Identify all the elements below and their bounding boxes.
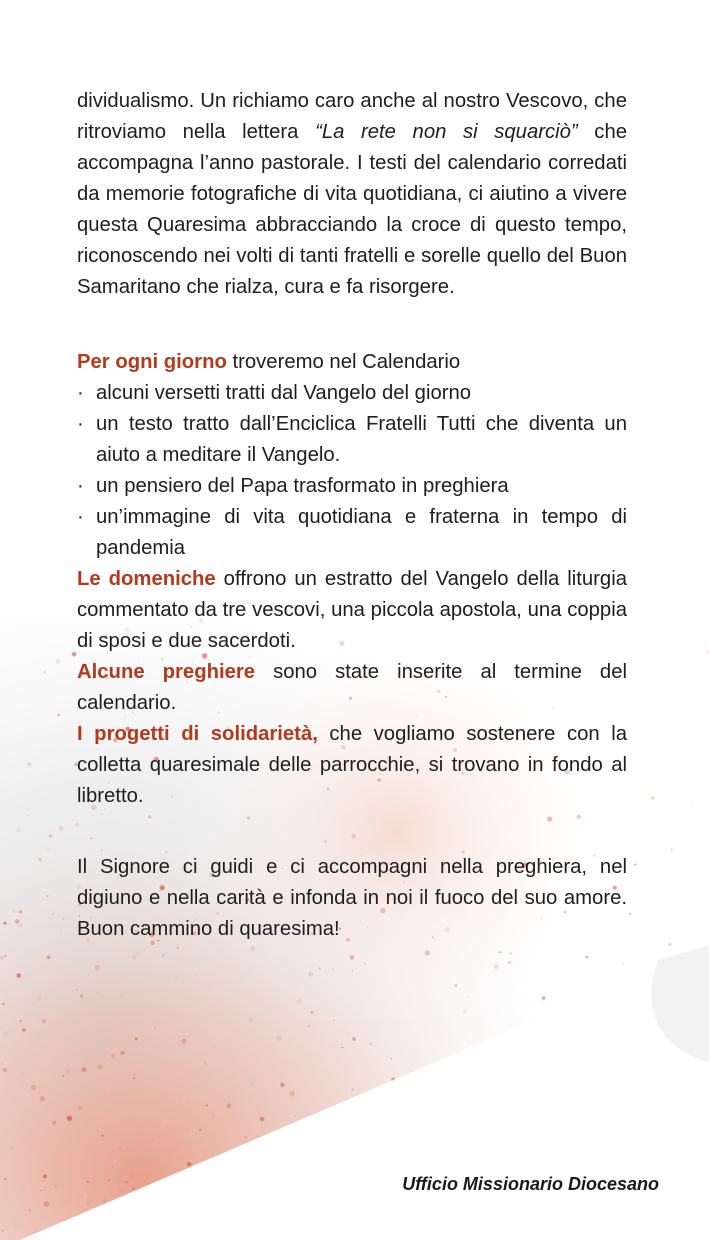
daily-text: troveremo nel Calendario <box>226 351 461 373</box>
list-item <box>77 471 627 502</box>
daily-heading: Per ogni giorno <box>77 351 227 373</box>
list-item-text: un pensiero del Papa trasformato in preghiera <box>96 475 509 497</box>
page-body <box>77 86 627 945</box>
prayers-text: sono state inserite al termine del calendario. <box>77 661 627 714</box>
intro-lead: dividualismo. Un richiamo caro anche al nostro Vescovo, che ritroviamo nella lettera <box>77 90 627 143</box>
bullet-marker: · <box>77 413 84 435</box>
intro-paragraph <box>77 86 627 303</box>
bullet-marker: · <box>77 382 84 404</box>
bullet-marker: · <box>77 506 84 528</box>
prayers-heading: Alcune preghiere <box>77 661 256 683</box>
prayers-paragraph <box>77 657 627 719</box>
letter-title: “La rete non si squarciò” <box>315 121 578 143</box>
sundays-text: offrono un estratto del Vangelo della liturgia commentato da tre vescovi, una piccola apostola, una coppia di sposi e due sacerdoti. <box>77 568 627 652</box>
list-item-text: alcuni versetti tratti dal Vangelo del giorno <box>96 382 472 404</box>
closing-paragraph: Il Signore ci guidi e ci accompagni nella preghiera, nel digiuno e nella carità e infonda in noi il fuoco del suo amore. Buon cammino di quaresima! <box>77 856 627 940</box>
list-item <box>77 409 627 471</box>
list-item <box>77 378 627 409</box>
list-item <box>77 502 627 564</box>
daily-list <box>77 378 627 564</box>
sundays-paragraph <box>77 564 627 657</box>
daily-intro <box>77 347 627 378</box>
projects-heading: I progetti di solidarietà, <box>77 723 318 745</box>
list-item-text: un testo tratto dall’Enciclica Fratelli Tutti che diventa un aiuto a meditare il Vangelo. <box>96 413 627 466</box>
list-item-text: un’immagine di vita quotidiana e fraterna in tempo di pandemia <box>96 506 627 559</box>
sundays-heading: Le domeniche <box>77 568 216 590</box>
projects-paragraph <box>77 719 627 812</box>
intro-rest: che accompagna l’anno pastorale. I testi del calendario corredati da memorie fotografiche di vita quotidiana, ci aiutino a vivere questa Quaresima abbracciando la croce di questo tempo, riconoscendo nei volti di tanti fratelli e sorelle quello del Buon Samaritano che rialza, cura e fa risorgere. <box>77 121 627 298</box>
signature: Ufficio Missionario Diocesano <box>402 1174 659 1194</box>
projects-text: che vogliamo sostenere con la colletta quaresimale delle parrocchie, si trovano in fondo al libretto. <box>77 723 628 807</box>
bullet-marker: · <box>77 475 84 497</box>
